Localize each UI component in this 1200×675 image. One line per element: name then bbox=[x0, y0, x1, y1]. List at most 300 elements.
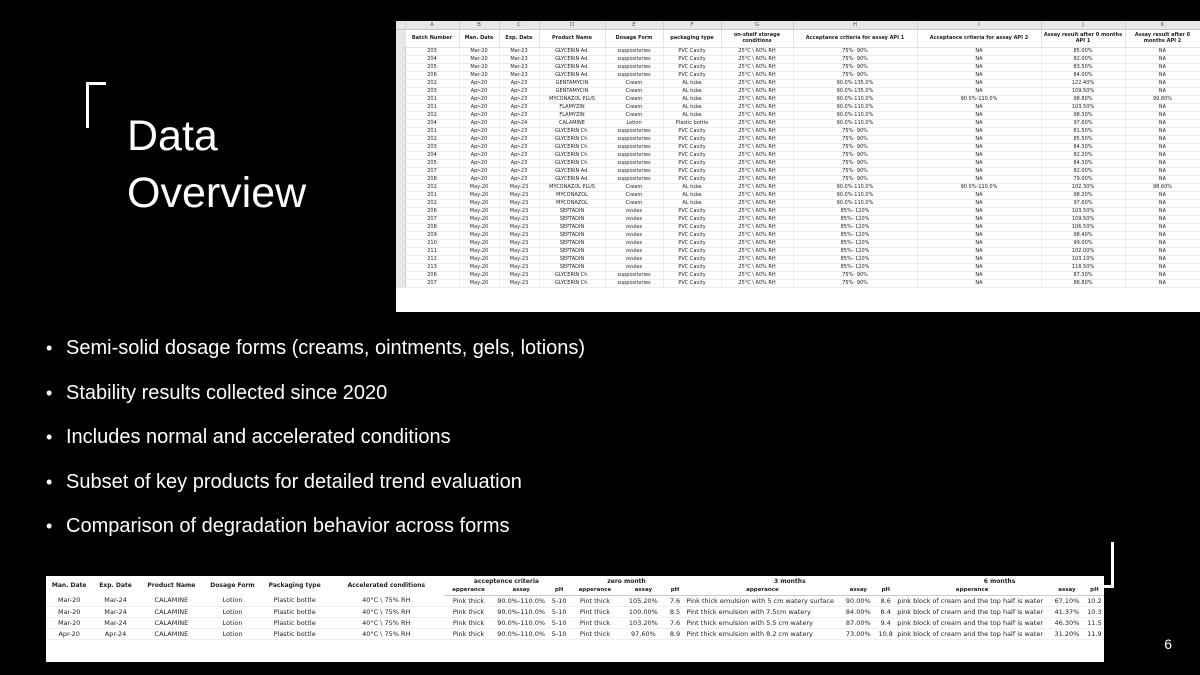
column-letter: I bbox=[917, 21, 1041, 29]
table-cell: 25°C \ 60% RH bbox=[721, 135, 793, 143]
table-cell: GLYCERIN Ad. bbox=[539, 167, 605, 175]
table-cell: 84.30% bbox=[1041, 159, 1125, 167]
table-cell: 208 bbox=[405, 175, 459, 183]
table-cell: 205 bbox=[405, 63, 459, 71]
table-cell: 118.50% bbox=[1041, 263, 1125, 271]
table-cell: suppositories bbox=[605, 279, 663, 287]
table-cell: 202 bbox=[405, 199, 459, 207]
table-cell: 207 bbox=[405, 167, 459, 175]
table-cell: Plastic bottle bbox=[261, 628, 328, 639]
table-cell: AL tube bbox=[663, 191, 721, 199]
table-cell: Apr-23 bbox=[499, 159, 539, 167]
table-cell: PVC Cavity bbox=[663, 159, 721, 167]
table-cell: Apr-23 bbox=[499, 103, 539, 111]
table-cell: 8.9 bbox=[666, 628, 685, 639]
table-row bbox=[396, 255, 1200, 263]
table-cell: 90.0%-110.0% bbox=[793, 191, 917, 199]
column-header: Assay result after 0 months API 1 bbox=[1041, 29, 1125, 47]
table-cell: SEPTADIN bbox=[539, 255, 605, 263]
row-gutter bbox=[396, 191, 405, 199]
table-row bbox=[396, 127, 1200, 135]
table-cell: 67.10% bbox=[1049, 595, 1085, 606]
column-letter-row bbox=[396, 21, 1200, 29]
sub-header: assay bbox=[840, 586, 876, 595]
table-cell: 87.30% bbox=[1041, 271, 1125, 279]
table-cell: Pint thick bbox=[569, 595, 622, 606]
table-cell: 98.20% bbox=[1041, 191, 1125, 199]
column-letter: E bbox=[605, 21, 663, 29]
table-cell: NA bbox=[1125, 79, 1200, 87]
table-cell: Pint thick emulsion with 8.2 cm watery bbox=[684, 628, 840, 639]
table-cell: NA bbox=[917, 247, 1041, 255]
table-cell: 109.50% bbox=[1041, 215, 1125, 223]
table-row bbox=[396, 215, 1200, 223]
table-cell: 85%- 120% bbox=[793, 247, 917, 255]
table-cell: Pink thick bbox=[444, 606, 492, 617]
table-cell: 204 bbox=[405, 55, 459, 63]
table-cell: ovules bbox=[605, 239, 663, 247]
table-cell: 5-10 bbox=[550, 595, 569, 606]
column-letter: K bbox=[1125, 21, 1200, 29]
table-cell: AL tube bbox=[663, 103, 721, 111]
table-cell: 209 bbox=[405, 231, 459, 239]
table-cell: 75%- 90% bbox=[793, 271, 917, 279]
column-letter: A bbox=[405, 21, 459, 29]
table-cell: SEPTADIN bbox=[539, 207, 605, 215]
table-cell: NA bbox=[917, 135, 1041, 143]
table-cell: MYCONAZOL PLUS bbox=[539, 183, 605, 191]
sub-header: pH bbox=[1085, 586, 1104, 595]
table-cell: Mar-20 bbox=[46, 606, 92, 617]
table-row bbox=[396, 55, 1200, 63]
sub-header: pH bbox=[550, 586, 569, 595]
sub-header: pH bbox=[876, 586, 895, 595]
table-cell: May-23 bbox=[499, 207, 539, 215]
sub-header: assay bbox=[621, 586, 665, 595]
table-cell: 211 bbox=[405, 247, 459, 255]
table-cell: 31.20% bbox=[1049, 628, 1085, 639]
table-cell: NA bbox=[1125, 111, 1200, 119]
bullet-item: • Stability results collected since 2020 bbox=[46, 379, 585, 424]
column-header: Dosage Form bbox=[605, 29, 663, 47]
column-letter: C bbox=[499, 21, 539, 29]
table-cell: GLYCERIN Ch. bbox=[539, 159, 605, 167]
table-cell: NA bbox=[1125, 103, 1200, 111]
table-cell: 5-10 bbox=[550, 628, 569, 639]
table-cell: PVC Cavity bbox=[663, 167, 721, 175]
table-cell: pink block of cream and the top half is water bbox=[895, 606, 1049, 617]
table-cell: NA bbox=[917, 79, 1041, 87]
table-cell: 102.30% bbox=[1041, 183, 1125, 191]
table-cell: May-23 bbox=[499, 223, 539, 231]
bullet-item: • Subset of key products for detailed trend evaluation bbox=[46, 468, 585, 513]
table-cell: 25°C \ 60% RH bbox=[721, 223, 793, 231]
table-cell: MYCONAZOL bbox=[539, 199, 605, 207]
table-cell: 204 bbox=[405, 119, 459, 127]
table-cell: Apr-23 bbox=[499, 111, 539, 119]
table-cell: Pint thick bbox=[569, 628, 622, 639]
table-cell: Plastic bottle bbox=[261, 617, 328, 628]
table-cell: 11.5 bbox=[1085, 617, 1104, 628]
table-cell: Apr-20 bbox=[459, 79, 499, 87]
table-cell: Apr-20 bbox=[459, 103, 499, 111]
table-cell: Mar-23 bbox=[499, 55, 539, 63]
table-row bbox=[396, 199, 1200, 207]
table-row bbox=[46, 628, 1104, 639]
table-cell: 202 bbox=[405, 111, 459, 119]
table-cell: PVC Cavity bbox=[663, 239, 721, 247]
table-cell: May-23 bbox=[499, 263, 539, 271]
table-cell: 25°C \ 60% RH bbox=[721, 167, 793, 175]
table-cell: Apr-20 bbox=[459, 127, 499, 135]
table-cell: NA bbox=[1125, 279, 1200, 287]
table-cell: suppositories bbox=[605, 175, 663, 183]
table-cell: NA bbox=[917, 223, 1041, 231]
table-cell: pink block of cream and the top half is water bbox=[895, 595, 1049, 606]
table-cell: AL tube bbox=[663, 199, 721, 207]
table-cell: Apr-20 bbox=[459, 111, 499, 119]
table-cell: Apr-23 bbox=[499, 135, 539, 143]
table-cell: ovules bbox=[605, 247, 663, 255]
table-cell: 90.0%-110.0% bbox=[793, 103, 917, 111]
row-gutter bbox=[396, 255, 405, 263]
table-cell: suppositories bbox=[605, 47, 663, 55]
table-row bbox=[46, 595, 1104, 606]
table-cell: 90.0%-110.0% bbox=[493, 617, 550, 628]
table-cell: NA bbox=[1125, 239, 1200, 247]
table-cell: PVC Cavity bbox=[663, 215, 721, 223]
table-cell: 213 bbox=[405, 263, 459, 271]
table-cell: FLAMYZIN bbox=[539, 111, 605, 119]
table-cell: May-23 bbox=[499, 191, 539, 199]
table-cell: 99.80% bbox=[1125, 95, 1200, 103]
table-cell: 25°C \ 60% RH bbox=[721, 239, 793, 247]
group-header: zero month bbox=[607, 577, 646, 585]
table-cell: NA bbox=[1125, 255, 1200, 263]
table-cell: 90.0%-110.0% bbox=[793, 119, 917, 127]
table-cell: NA bbox=[917, 63, 1041, 71]
table-cell: 8.6 bbox=[876, 595, 895, 606]
table-cell: Apr-23 bbox=[499, 127, 539, 135]
table-cell: Cream bbox=[605, 79, 663, 87]
table-cell: NA bbox=[917, 55, 1041, 63]
table-row bbox=[396, 151, 1200, 159]
table-cell: Mar-23 bbox=[499, 47, 539, 55]
table-cell: 75%- 90% bbox=[793, 175, 917, 183]
main-header: Packaging type bbox=[268, 582, 321, 589]
table-cell: 98.30% bbox=[1041, 111, 1125, 119]
table-cell: PVC Cavity bbox=[663, 279, 721, 287]
table-cell: 25°C \ 60% RH bbox=[721, 47, 793, 55]
table-cell: May-23 bbox=[499, 271, 539, 279]
table-cell: NA bbox=[1125, 47, 1200, 55]
column-letter: H bbox=[793, 21, 917, 29]
slide-number: 6 bbox=[1164, 636, 1172, 652]
table-cell: ovules bbox=[605, 231, 663, 239]
table-cell: 206 bbox=[405, 271, 459, 279]
table-cell: NA bbox=[1125, 135, 1200, 143]
table-cell: Apr-20 bbox=[459, 159, 499, 167]
group-header-row bbox=[46, 576, 1104, 586]
table-cell: NA bbox=[1125, 215, 1200, 223]
table-cell: 82.00% bbox=[1041, 167, 1125, 175]
table-cell: 25°C \ 60% RH bbox=[721, 95, 793, 103]
table-cell: 46.30% bbox=[1049, 617, 1085, 628]
table-cell: 103.50% bbox=[1041, 207, 1125, 215]
table-cell: NA bbox=[917, 167, 1041, 175]
table-cell: Apr-20 bbox=[459, 151, 499, 159]
table-cell: 25°C \ 60% RH bbox=[721, 271, 793, 279]
table-cell: Plastic bottle bbox=[663, 119, 721, 127]
table-cell: 103.10% bbox=[1041, 255, 1125, 263]
table-cell: May-20 bbox=[459, 255, 499, 263]
row-gutter bbox=[396, 55, 405, 63]
row-gutter bbox=[396, 159, 405, 167]
table-cell: 206 bbox=[405, 71, 459, 79]
table-cell: GLYCERIN Ad. bbox=[539, 71, 605, 79]
table-cell: NA bbox=[917, 127, 1041, 135]
table-cell: 97.60% bbox=[1041, 119, 1125, 127]
table-cell: May-20 bbox=[459, 279, 499, 287]
table-cell: Pink thick bbox=[444, 617, 492, 628]
table-cell: NA bbox=[917, 207, 1041, 215]
table-cell: 40°C \ 75% RH bbox=[328, 595, 444, 606]
table-cell: 25°C \ 60% RH bbox=[721, 159, 793, 167]
column-letter: D bbox=[539, 21, 605, 29]
table-row bbox=[396, 167, 1200, 175]
table-cell: MYCONAZOL bbox=[539, 191, 605, 199]
table-cell: 40°C \ 75% RH bbox=[328, 628, 444, 639]
table-cell: NA bbox=[917, 215, 1041, 223]
table-cell: PVC Cavity bbox=[663, 143, 721, 151]
row-gutter bbox=[396, 79, 405, 87]
table-row bbox=[396, 239, 1200, 247]
table-cell: 41.37% bbox=[1049, 606, 1085, 617]
accelerated-table bbox=[46, 576, 1104, 640]
table-cell: 97.60% bbox=[1041, 199, 1125, 207]
table-row bbox=[396, 175, 1200, 183]
table-cell: 84.00% bbox=[1041, 71, 1125, 79]
table-cell: 81.50% bbox=[1041, 127, 1125, 135]
table-cell: Apr-23 bbox=[499, 151, 539, 159]
table-cell: NA bbox=[917, 199, 1041, 207]
table-cell: SEPTADIN bbox=[539, 231, 605, 239]
table-cell: 102.00% bbox=[1041, 247, 1125, 255]
table-cell: Lotion bbox=[204, 595, 261, 606]
table-cell: 90.0%-110.0% bbox=[793, 183, 917, 191]
table-cell: NA bbox=[1125, 127, 1200, 135]
table-cell: NA bbox=[917, 231, 1041, 239]
table-row bbox=[396, 191, 1200, 199]
table-cell: 99.00% bbox=[1041, 239, 1125, 247]
table-cell: 25°C \ 60% RH bbox=[721, 119, 793, 127]
table-cell: 25°C \ 60% RH bbox=[721, 215, 793, 223]
table-cell: 25°C \ 60% RH bbox=[721, 151, 793, 159]
table-row bbox=[396, 223, 1200, 231]
table-cell: May-20 bbox=[459, 207, 499, 215]
table-cell: pink block of cream and the top half is water bbox=[895, 617, 1049, 628]
table-cell: 87.00% bbox=[840, 617, 876, 628]
table-cell: NA bbox=[1125, 199, 1200, 207]
table-cell: PVC Cavity bbox=[663, 63, 721, 71]
table-cell: Pink thick bbox=[444, 628, 492, 639]
table-cell: CALAMINE bbox=[539, 119, 605, 127]
table-cell: May-23 bbox=[499, 239, 539, 247]
table-cell: May-20 bbox=[459, 223, 499, 231]
table-cell: AL tube bbox=[663, 95, 721, 103]
table-cell: May-20 bbox=[459, 247, 499, 255]
table-cell: Apr-23 bbox=[499, 143, 539, 151]
table-cell: 201 bbox=[405, 191, 459, 199]
table-cell: Pink thick bbox=[444, 595, 492, 606]
table-cell: Apr-20 bbox=[46, 628, 92, 639]
column-letter: F bbox=[663, 21, 721, 29]
table-row bbox=[396, 207, 1200, 215]
table-cell: 25°C \ 60% RH bbox=[721, 79, 793, 87]
table-cell: suppositories bbox=[605, 55, 663, 63]
table-cell: PVC Cavity bbox=[663, 47, 721, 55]
row-gutter bbox=[396, 183, 405, 191]
sub-header: apperance bbox=[895, 586, 1049, 595]
table-cell: Pink thick emulsion with 5 cm watery surface bbox=[684, 595, 840, 606]
table-cell: NA bbox=[1125, 87, 1200, 95]
table-cell: NA bbox=[917, 151, 1041, 159]
table-cell: 202 bbox=[405, 79, 459, 87]
table-row bbox=[396, 111, 1200, 119]
table-cell: NA bbox=[917, 191, 1041, 199]
column-header: Batch Number bbox=[405, 29, 459, 47]
table-cell: 207 bbox=[405, 279, 459, 287]
table-cell: NA bbox=[917, 87, 1041, 95]
table-cell: 85%- 120% bbox=[793, 207, 917, 215]
table-row bbox=[396, 119, 1200, 127]
header-row bbox=[396, 29, 1200, 47]
table-cell: SEPTADIN bbox=[539, 239, 605, 247]
table-cell: 208 bbox=[405, 223, 459, 231]
table-cell: 84.30% bbox=[1041, 143, 1125, 151]
stability-spreadsheet-screenshot bbox=[396, 21, 1200, 312]
table-cell: NA bbox=[1125, 247, 1200, 255]
row-gutter bbox=[396, 29, 405, 47]
table-cell: Apr-20 bbox=[459, 143, 499, 151]
table-cell: NA bbox=[1125, 191, 1200, 199]
table-cell: 75%- 90% bbox=[793, 127, 917, 135]
table-cell: Mar-20 bbox=[459, 71, 499, 79]
table-cell: 25°C \ 60% RH bbox=[721, 231, 793, 239]
table-cell: Cream bbox=[605, 111, 663, 119]
table-cell: 90.0%-135.0% bbox=[793, 79, 917, 87]
table-cell: 203 bbox=[405, 87, 459, 95]
table-cell: 73.00% bbox=[840, 628, 876, 639]
table-cell: Lotion bbox=[204, 628, 261, 639]
table-cell: 25°C \ 60% RH bbox=[721, 255, 793, 263]
table-cell: AL tube bbox=[663, 87, 721, 95]
main-header: Man. Date bbox=[51, 582, 87, 589]
table-cell: 106.50% bbox=[1041, 223, 1125, 231]
table-cell: 75%- 90% bbox=[793, 47, 917, 55]
table-cell: Pint thick bbox=[569, 606, 622, 617]
table-cell: May-23 bbox=[499, 279, 539, 287]
table-cell: 85.50% bbox=[1041, 135, 1125, 143]
table-cell: 97.60% bbox=[621, 628, 665, 639]
table-cell: Cream bbox=[605, 103, 663, 111]
table-cell: NA bbox=[1125, 263, 1200, 271]
column-letter: J bbox=[1041, 21, 1125, 29]
table-cell: suppositories bbox=[605, 167, 663, 175]
row-gutter bbox=[396, 47, 405, 55]
table-cell: suppositories bbox=[605, 143, 663, 151]
table-cell: 9.4 bbox=[876, 617, 895, 628]
table-cell: Mar-23 bbox=[499, 63, 539, 71]
table-cell: AL tube bbox=[663, 183, 721, 191]
table-cell: NA bbox=[1125, 207, 1200, 215]
group-header: 3 months bbox=[774, 577, 806, 585]
row-gutter bbox=[396, 95, 405, 103]
accelerated-spreadsheet-screenshot bbox=[46, 576, 1104, 662]
sub-header: assay bbox=[493, 586, 550, 595]
table-cell: suppositories bbox=[605, 63, 663, 71]
table-cell: GLYCERIN Ch. bbox=[539, 127, 605, 135]
table-row bbox=[396, 143, 1200, 151]
table-cell: Apr-23 bbox=[499, 95, 539, 103]
row-gutter bbox=[396, 87, 405, 95]
main-header: Product Name bbox=[147, 582, 196, 589]
table-cell: Mar-24 bbox=[92, 617, 138, 628]
sub-header: apperance bbox=[569, 586, 622, 595]
table-cell: 103.50% bbox=[1041, 103, 1125, 111]
table-cell: 203 bbox=[405, 143, 459, 151]
table-row bbox=[46, 617, 1104, 628]
table-cell: MYCONAZOL PLUS bbox=[539, 95, 605, 103]
table-cell: 90.0%-135.0% bbox=[793, 87, 917, 95]
table-cell: NA bbox=[917, 71, 1041, 79]
table-row bbox=[396, 103, 1200, 111]
table-cell: May-23 bbox=[499, 199, 539, 207]
table-cell: 103.20% bbox=[621, 617, 665, 628]
table-cell: 79.00% bbox=[1041, 175, 1125, 183]
table-cell: NA bbox=[917, 239, 1041, 247]
table-cell: 25°C \ 60% RH bbox=[721, 55, 793, 63]
table-cell: GENTAMYCIN bbox=[539, 87, 605, 95]
table-cell: GLYCERIN Ad. bbox=[539, 175, 605, 183]
corner-cell bbox=[396, 21, 405, 29]
table-cell: suppositories bbox=[605, 159, 663, 167]
title-line-2: Overview bbox=[127, 169, 307, 217]
main-header: Exp. Date bbox=[99, 582, 132, 589]
table-cell: NA bbox=[1125, 119, 1200, 127]
table-cell: NA bbox=[917, 103, 1041, 111]
table-row bbox=[396, 95, 1200, 103]
table-cell: 75%- 90% bbox=[793, 55, 917, 63]
table-cell: 85%- 120% bbox=[793, 215, 917, 223]
column-header: Assay result after 0 months API 2 bbox=[1125, 29, 1200, 47]
table-cell: May-20 bbox=[459, 231, 499, 239]
table-cell: Apr-24 bbox=[92, 628, 138, 639]
table-cell: Mar-23 bbox=[499, 71, 539, 79]
table-cell: suppositories bbox=[605, 71, 663, 79]
row-gutter bbox=[396, 151, 405, 159]
row-gutter bbox=[396, 231, 405, 239]
table-cell: May-23 bbox=[499, 255, 539, 263]
column-header: Product Name bbox=[539, 29, 605, 47]
main-header: Accelerated conditions bbox=[347, 582, 426, 589]
main-header: Dosage Form bbox=[210, 582, 255, 589]
table-cell: AL tube bbox=[663, 111, 721, 119]
column-header: Man. Date bbox=[459, 29, 499, 47]
table-cell: May-20 bbox=[459, 271, 499, 279]
table-cell: NA bbox=[1125, 63, 1200, 71]
row-gutter bbox=[396, 247, 405, 255]
